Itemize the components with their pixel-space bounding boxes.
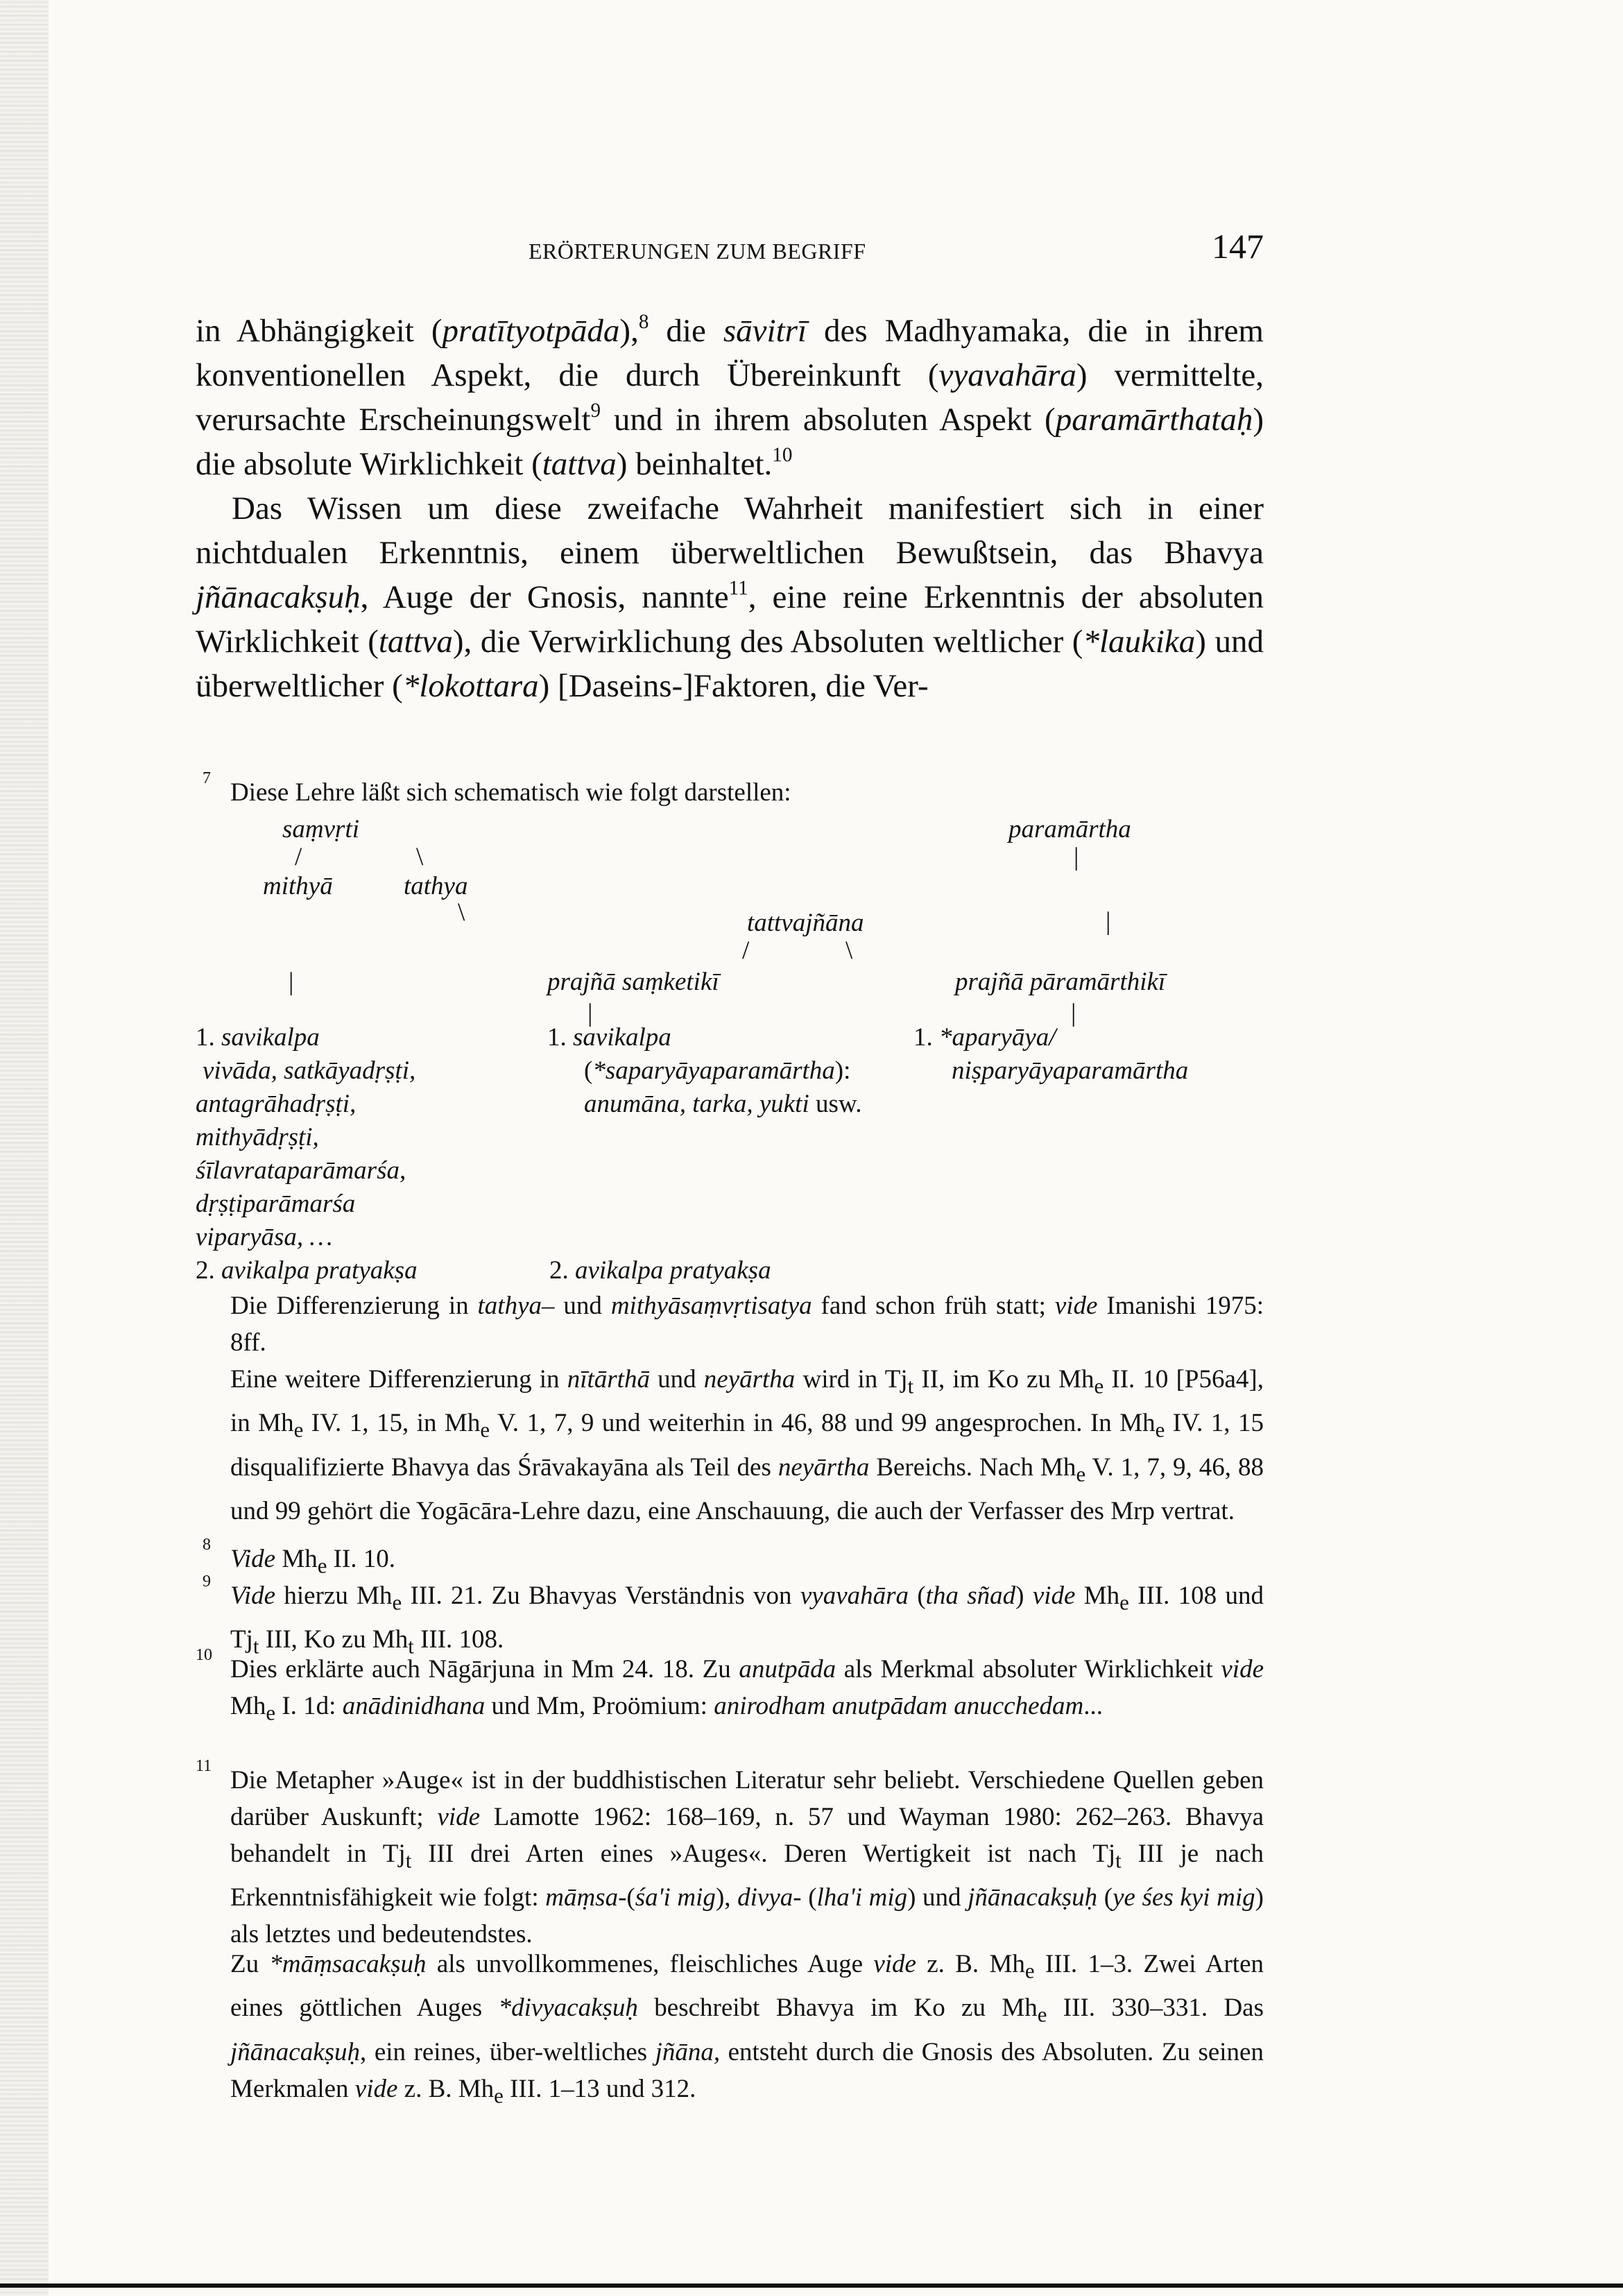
schema-backslash: \ — [458, 898, 465, 927]
term: sāvitrī — [723, 313, 807, 349]
text: ) die absolute Wirklichkeit ( — [196, 402, 1264, 482]
footnote-ref-11[interactable]: 11 — [728, 577, 748, 600]
schema-left-line: śīlavrataparāmarśa, — [196, 1156, 406, 1185]
footnote-intro — [230, 774, 1264, 811]
schema-slash: / — [742, 936, 750, 965]
text: Das Wissen um diese zweifache Wahrheit manifestiert sich in einer nichtdualen Erkenntnis, einem überweltlichen Bewußtsein, das Bhavya — [196, 490, 1264, 571]
page-number: 147 — [1212, 227, 1264, 266]
schema-bar: | — [1106, 907, 1111, 936]
schema-bar: | — [1074, 843, 1079, 871]
schema-right-item-1: 1. *aparyāya/ — [913, 1023, 1056, 1052]
schema-middle-item-1: 1. savikalpa — [547, 1023, 671, 1052]
schema-left-line: dṛṣṭiparāmarśa — [196, 1190, 356, 1218]
schema-samvrti: saṃvṛti — [282, 815, 359, 843]
term: jñānacakṣuḥ — [196, 579, 361, 615]
term: vyavahāra — [938, 357, 1076, 393]
footnote-ref-10[interactable]: 10 — [772, 444, 793, 467]
text: ), die Verwirklichung des Absoluten weltlicher ( — [452, 624, 1083, 660]
footnote-text: Vide hierzu $Mh_e$ III. 21. Zu Bhavyas Verständnis von vyavahāra (tha sñad) vide $Mh_e$ III. 108 und $Tj_t$ III, Ko zu $Mh_t$ III. 108. — [230, 1582, 1264, 1659]
term: *laukika — [1083, 624, 1196, 660]
text: ) beinhaltet. — [616, 446, 773, 482]
paragraph-2 — [196, 486, 1264, 708]
schema-middle-item-2: 2. avikalpa pratyakṣa — [549, 1256, 771, 1285]
schema-left-line: antagrāhadṛṣṭi, — [196, 1090, 357, 1118]
text: die — [649, 313, 723, 349]
schema-prajna-paramarthiki: prajñā pāramārthikī — [955, 968, 1166, 996]
text: in Abhängigkeit ( — [196, 313, 443, 349]
schema-middle-line: (*saparyāyaparamārtha): — [584, 1056, 851, 1085]
footnote-7-diff: Die Differenzierung in tathya– und mithyāsaṃvṛtisatya fand schon früh statt; vide Imanishi 1975: 8ff. — [230, 1292, 1264, 1357]
text: , eine reine Erkenntnis der absoluten Wirklichkeit ( — [196, 579, 1264, 660]
schema-left-item-1: 1. savikalpa — [196, 1023, 320, 1052]
schema-bar: | — [289, 968, 294, 996]
schema-tattvajnana: tattvajñāna — [747, 909, 864, 937]
schema-left-line: vivāda, satkāyadṛṣṭi, — [203, 1056, 416, 1085]
schema-tathya: tathya — [404, 872, 468, 900]
paragraph-1 — [196, 309, 1264, 486]
schema-left-item-2: 2. avikalpa pratyakṣa — [196, 1256, 418, 1285]
text: , Auge der Gnosis, nannte — [360, 579, 729, 615]
term: pratītyotpāda — [442, 313, 620, 349]
schema-backslash: \ — [416, 843, 424, 871]
schema-paramartha: paramārtha — [1008, 815, 1131, 843]
main-text — [196, 309, 1264, 708]
schema-right-line: niṣparyāyaparamārtha — [952, 1056, 1189, 1085]
term: tattva — [542, 446, 617, 482]
text: ), — [619, 313, 639, 349]
footnote-ref-8[interactable]: 8 — [638, 311, 649, 334]
text: ) [Daseins-]Faktoren, die Ver- — [538, 668, 929, 704]
schema-middle-line: anumāna, tarka, yukti usw. — [584, 1090, 862, 1118]
schema-bar: | — [587, 999, 593, 1027]
page-header — [196, 227, 1264, 276]
schema-left-line: viparyāsa, … — [196, 1223, 333, 1251]
term: paramārthataḥ — [1055, 402, 1253, 438]
schema-slash: / — [295, 843, 302, 871]
schema-prajna-samketiki: prajñā saṃketikī — [547, 968, 719, 996]
schema-bar: | — [1071, 999, 1076, 1027]
text: des Madhyamaka, die in ihrem konventionellen Aspekt, die durch Übereinkunft ( — [196, 313, 1264, 393]
text: ) und überweltlicher ( — [196, 624, 1264, 704]
scan-edge — [0, 0, 49, 2296]
footnote-text: Vide $Mh_e$ II. 10. — [230, 1545, 396, 1578]
text: und in ihrem absoluten Aspekt ( — [601, 402, 1056, 438]
text: ) vermittelte, verursachte Erscheinungswelt — [196, 357, 1264, 438]
schema-mithya: mithyā — [263, 872, 333, 900]
footnote-ref-9[interactable]: 9 — [590, 400, 601, 422]
term: *lokottara — [402, 668, 539, 704]
footnote-7-further: Eine weitere Differenzierung in nītārthā und neyārtha wird in $Tj_t$ II, im Ko zu $Mh_e$ II. 10 [P56a4], in $Mh_e$ IV. 1, 15, in $Mh_e$ V. 1, 7, 9 und weiterhin in 46, 88 und 99 angesprochen. In $Mh_e$ IV. 1, 15 disqualifizierte Bhavya das Śrāvakayāna als Teil des neyārtha Bereichs. Nach $Mh_e$ V. 1, 7, 9, 46, 88 und 99 gehört die Yogācāra-Lehre dazu, eine Anschauung, die auch der Verfasser des Mrp vertrat. — [230, 1365, 1264, 1526]
footnote-text: Dies erklärte auch Nāgārjuna in Mm 24. 18. Zu anutpāda als Merkmal absoluter Wirklichkeit vide $Mh_e$ I. 1d: anādinidhana und Mm, Proömium: anirodham anutpādam anucchedam... — [230, 1655, 1264, 1725]
term: tattva — [378, 624, 453, 660]
footnote-text: Die Metapher »Auge« ist in der buddhistischen Literatur sehr beliebt. Verschiedene Quellen geben darüber Auskunft; vide Lamotte 1962: 168–169, n. 57 und Wayman 1980: 262–263. Bhavya behandelt in $Tj_t$ III drei Arten eines »Auges«. Deren Wertigkeit ist nach $Tj_t$ III je nach Erkenntnisfähigkeit wie folgt: māṃsa-(śa'i mig), divya- (lha'i mig) und jñānacakṣuḥ (ye śes kyi mig) als letztes und bedeutendstes. — [230, 1766, 1264, 1949]
schema-backslash: \ — [845, 936, 853, 965]
running-head: ERÖRTERUNGEN ZUM BEGRIFF — [529, 239, 866, 264]
bottom-rule — [0, 2284, 1623, 2288]
schema-left-line: mithyādṛṣṭi, — [196, 1123, 319, 1151]
footnote-text-continued: Zu *māṃsacakṣuḥ als unvollkommenes, fleischliches Auge vide z. B. $Mh_e$ III. 1–3. Zwei Arten eines göttlichen Auges *divyacakṣuḥ beschreibt Bhavya im Ko zu $Mh_e$ III. 330–331. Das jñānacakṣuḥ, ein reines, über-weltliches jñāna, entsteht durch die Gnosis des Absoluten. Zu seinen Merkmalen vide z. B. $Mh_e$ III. 1–13 und 312. — [230, 1950, 1264, 2108]
text: Diese Lehre läßt sich schematisch wie folgt darstellen: — [230, 778, 791, 807]
